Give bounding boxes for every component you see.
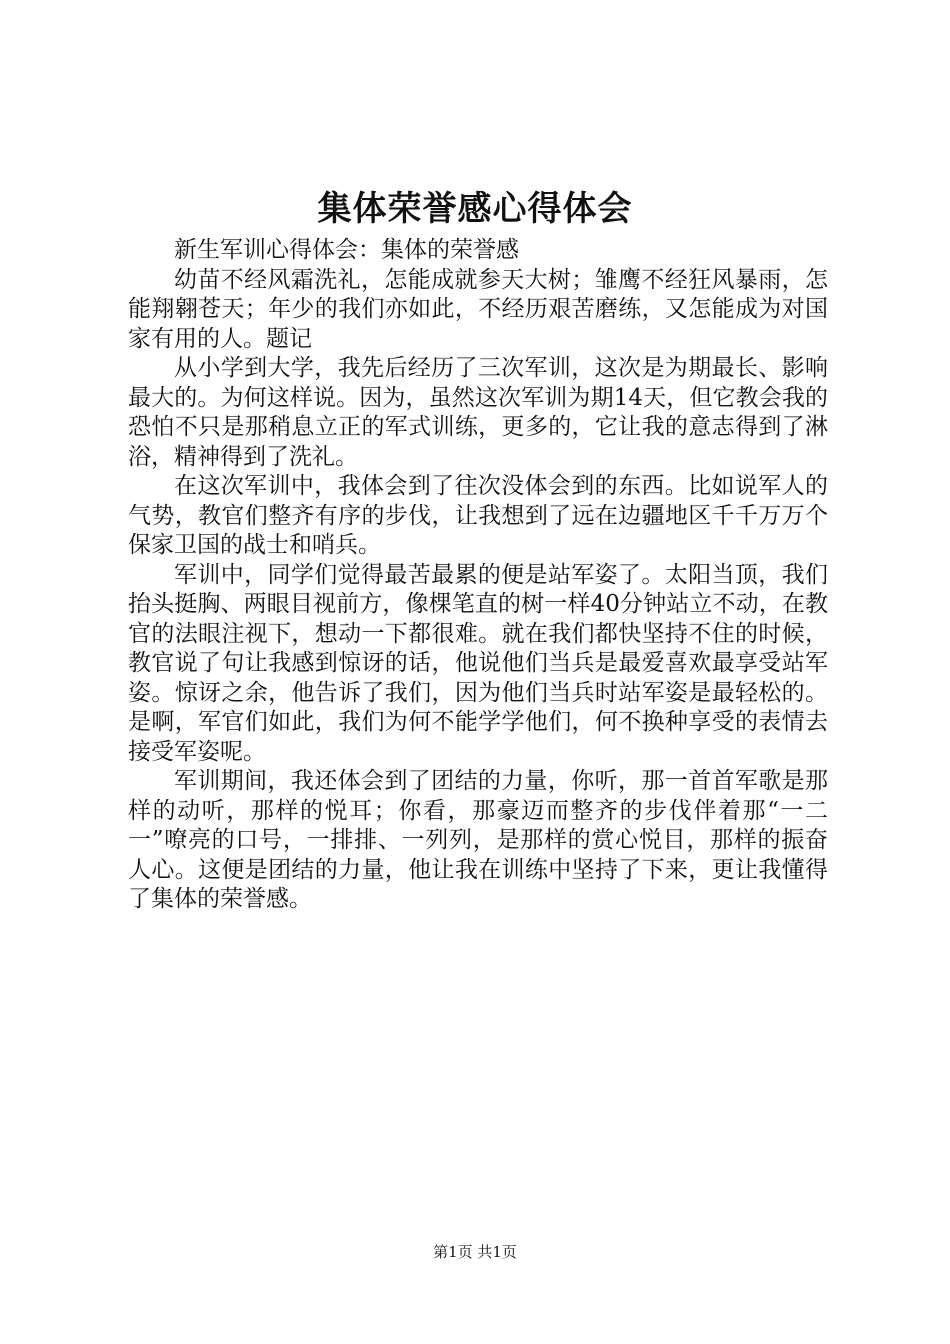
paragraph-standing-posture: 军训中，同学们觉得最苦最累的便是站军姿了。太阳当顶，我们抬头挺胸、两眼目视前方，像棵笔直的树一样40分钟站立不动，在教官的法眼注视下，想动一下都很难。就在我们都快坚持不住的时候，教官说了句让我感到惊讶的话，他说他们当兵是最爱喜欢最享受站军姿。惊讶之余，他告诉了我们，因为他们当兵时站军姿是最轻松的。是啊，军官们如此，我们为何不能学学他们，何不换种享受的表情去接受军姿呢。 [128, 561, 828, 765]
paragraph-soldier-spirit: 在这次军训中，我体会到了往次没体会到的东西。比如说军人的气势，教官们整齐有序的步伐，让我想到了远在边疆地区千千万万个保家卫国的战士和哨兵。 [128, 473, 828, 558]
page-footer: 第1页 共1页 [433, 1243, 517, 1261]
document-title: 集体荣誉感心得体会 [317, 189, 633, 229]
paragraph-epigraph: 幼苗不经风霜洗礼，怎能成就参天大树；雏鹰不经狂风暴雨，怎能翔翱苍天；年少的我们亦如此，不经历艰苦磨练，又怎能成为对国家有用的人。题记 [128, 266, 828, 352]
paragraph-power-of-unity: 军训期间，我还体会到了团结的力量，你听，那一首首军歌是那样的动听，那样的悦耳；你看，那豪迈而整齐的步伐伴着那“一二一”嘹亮的口号，一排排、一列列，是那样的赏心悦目，那样的振奋人心。这便是团结的力量，他让我在训练中坚持了下来，更让我懂得了集体的荣誉感。 [128, 768, 828, 912]
paragraph-subtitle: 新生军训心得体会：集体的荣誉感 [174, 237, 519, 263]
paragraph-military-training-experience: 从小学到大学，我先后经历了三次军训，这次是为期最长、影响最大的。为何这样说。因为，虽然这次军训为期14天，但它教会我的恐怕不只是那稍息立正的军式训练，更多的，它让我的意志得到了淋浴，精神得到了洗礼。 [128, 355, 828, 470]
document-body [128, 236, 828, 915]
